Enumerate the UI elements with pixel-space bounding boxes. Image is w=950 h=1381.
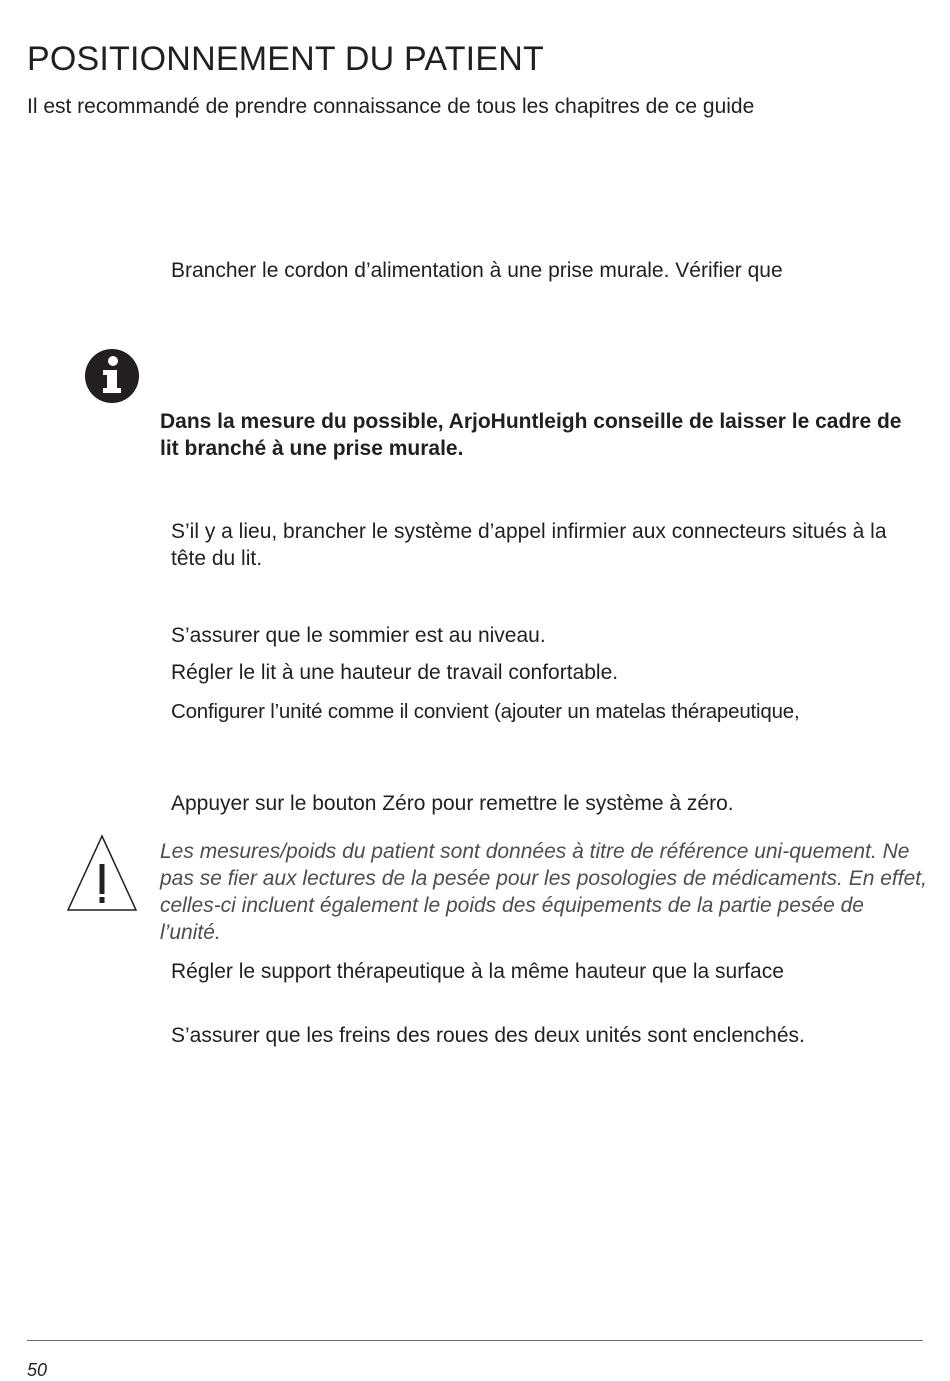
intro-text: Il est recommandé de prendre connaissance de tous les chapitres de ce guide <box>27 95 755 118</box>
step-level: S’assurer que le sommier est au niveau. <box>171 624 546 647</box>
note-text: Dans la mesure du possible, ArjoHuntleigh conseille de laisser le cadre de lit branché à une prise murale. <box>160 410 902 460</box>
page-title: POSITIONNEMENT DU PATIENT <box>27 40 544 78</box>
step-plug-power: Brancher le cordon d’alimentation à une prise murale. Vérifier que <box>171 259 783 282</box>
page-number: 50 <box>27 1360 48 1380</box>
step-configure: Configurer l’unité comme il convient (ajouter un matelas thérapeutique, <box>171 700 800 723</box>
step-nurse-call: S’il y a lieu, brancher le système d’appel infirmier aux connecteurs situés à la tête du lit. <box>171 520 887 570</box>
step-zero: Appuyer sur le bouton Zéro pour remettre le système à zéro. <box>171 792 734 815</box>
footer-divider <box>27 1340 923 1341</box>
step-height: Régler le lit à une hauteur de travail confortable. <box>171 661 619 684</box>
warning-triangle-icon <box>66 834 138 912</box>
info-icon <box>84 348 140 404</box>
step-support: Régler le support thérapeutique à la même hauteur que la surface <box>171 960 784 983</box>
warning-text: Les mesures/poids du patient sont données à titre de référence uni-quement. Ne pas se fier aux lectures de la pesée pour les posologies de médicaments. En effet, celles-ci incluent également le poids des équipements de la partie pesée de l’unité. <box>160 840 927 944</box>
step-brakes: S’assurer que les freins des roues des deux unités sont enclenchés. <box>171 1024 805 1047</box>
